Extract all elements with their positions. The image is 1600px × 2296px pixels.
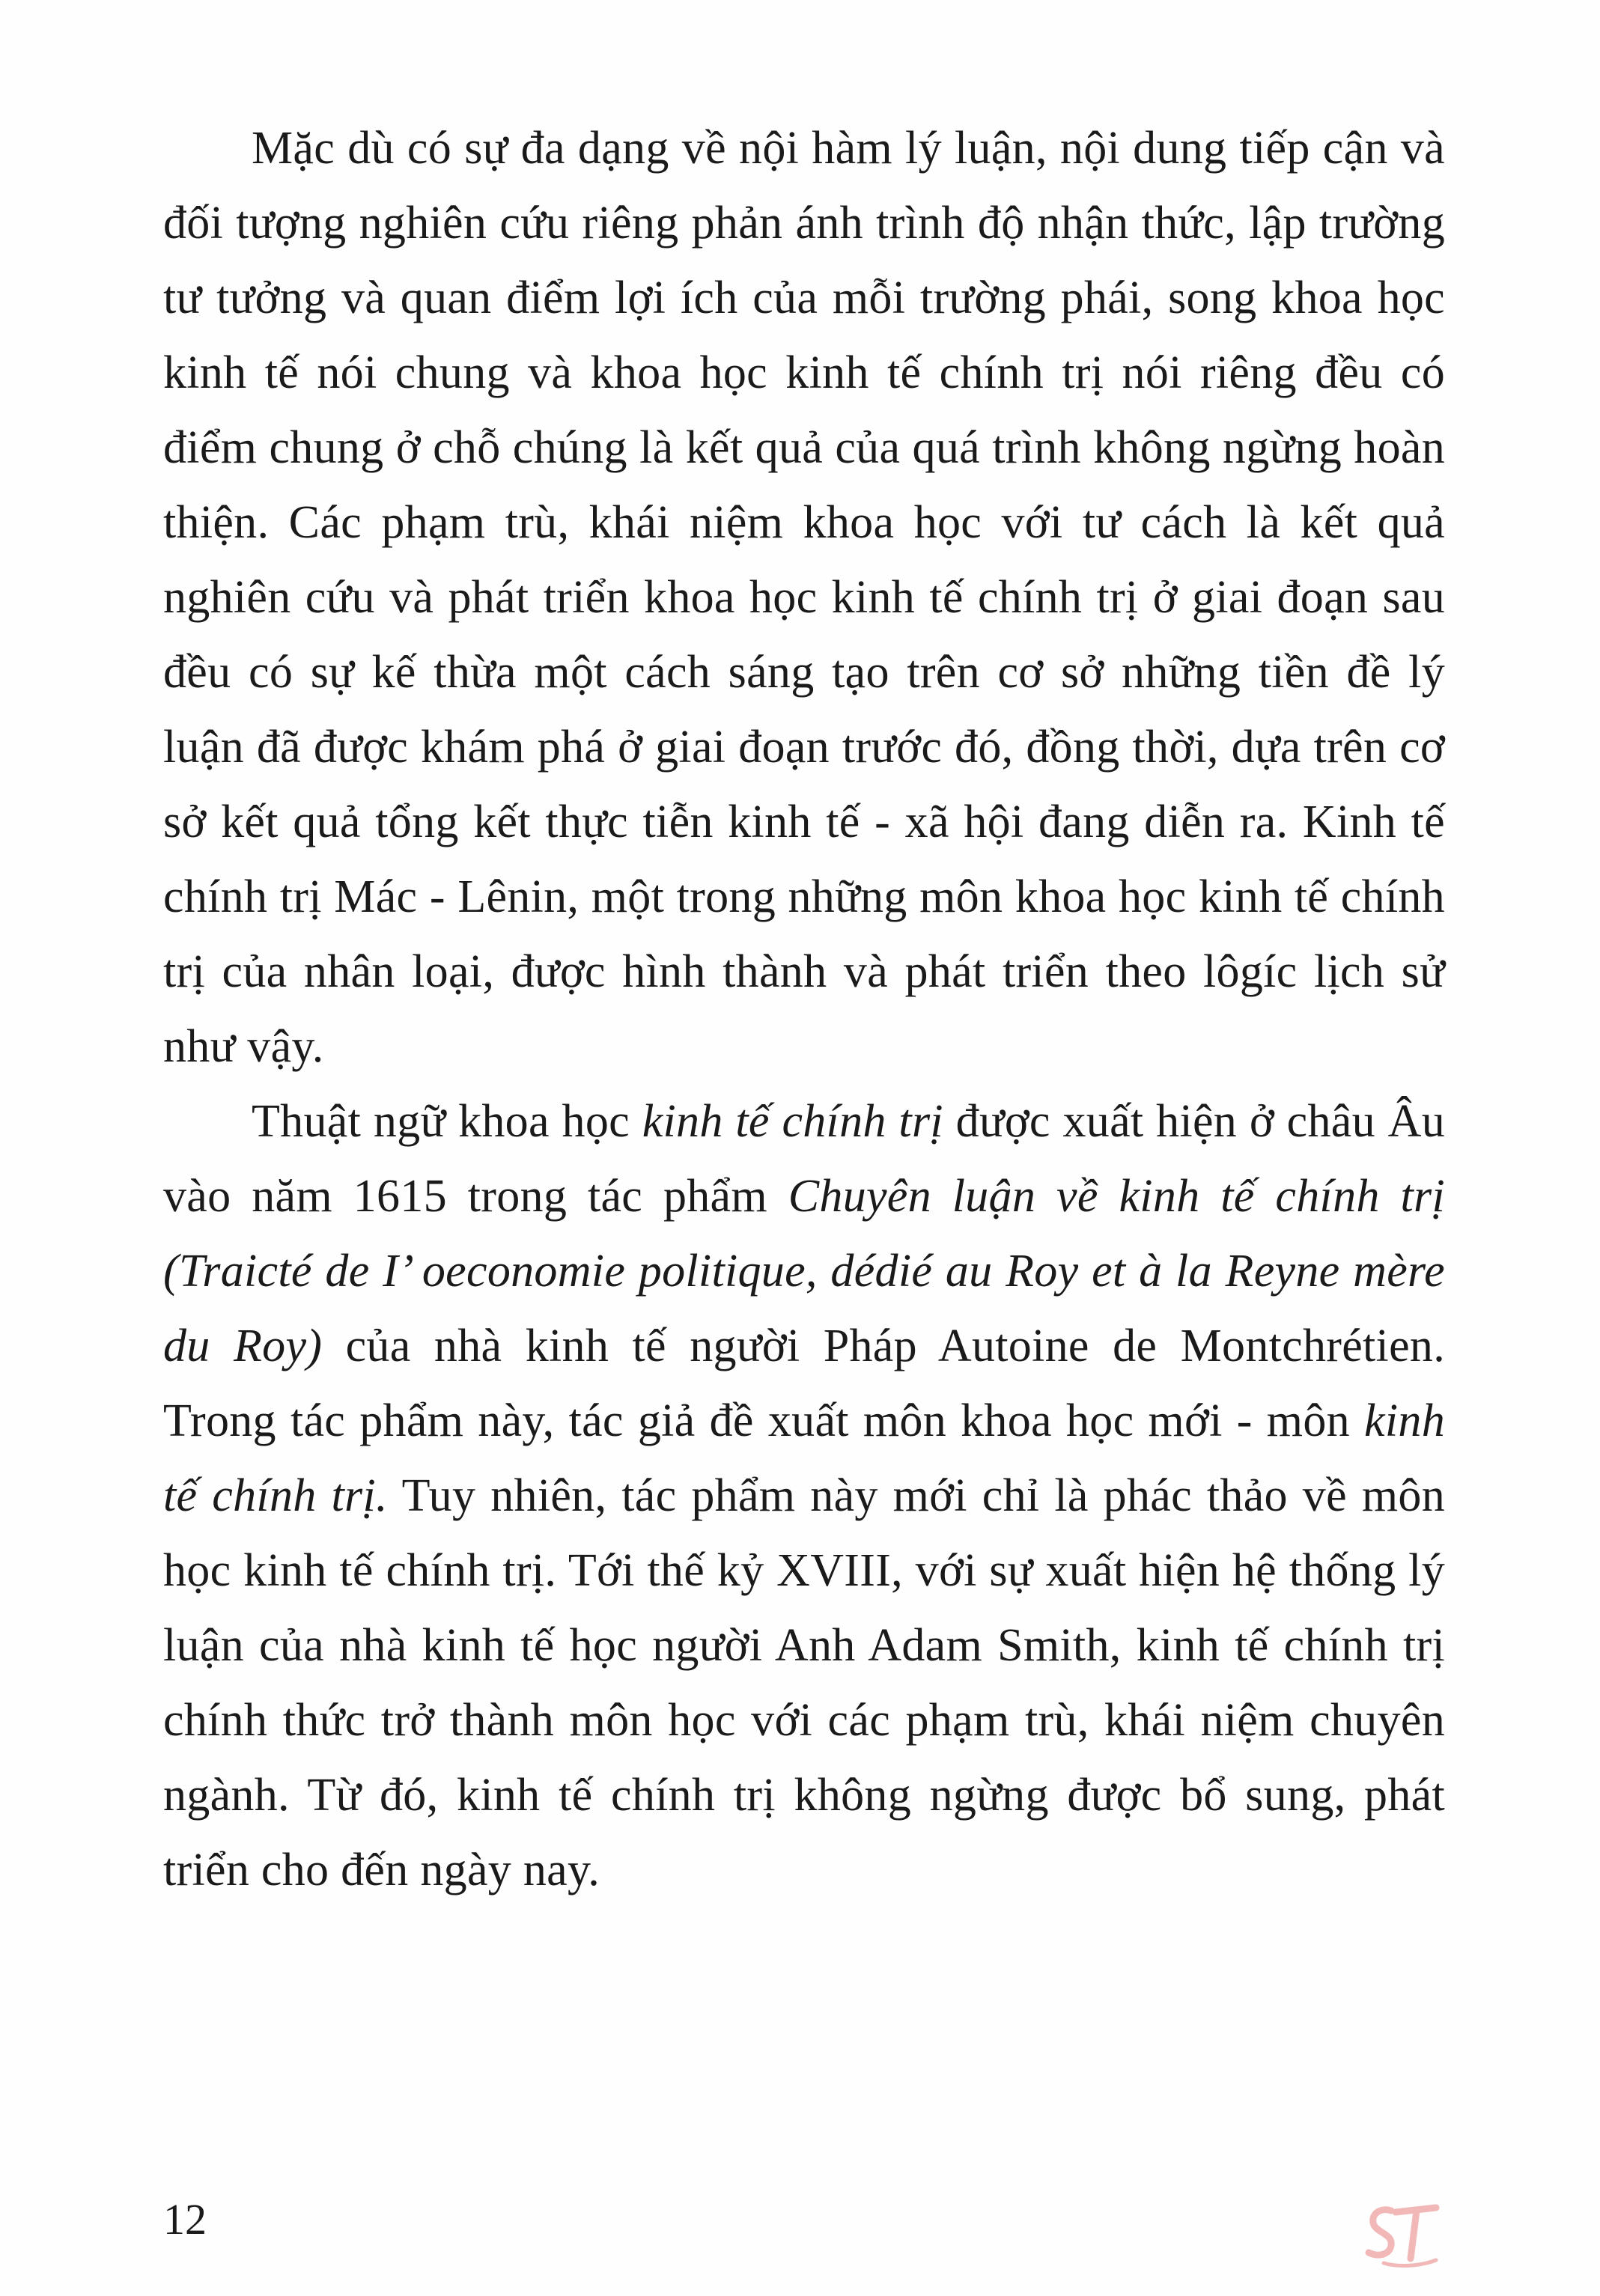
paragraph-1 <box>163 111 1445 1084</box>
paragraph-2-segment-7: Tuy nhiên, tác phẩm này mới chỉ là phác thảo về môn học kinh tế chính trị. Tới thế kỷ XVIII, với sự xuất hiện hệ thống lý luận của nhà kinh tế học người Anh Adam Smith, kinh tế chính trị chính thức trở thành môn học với các phạm trù, khái niệm chuyên ngành. Từ đó, kinh tế chính trị không ngừng được bổ sung, phát triển cho đến ngày nay. <box>163 1470 1446 1895</box>
page-number: 12 <box>163 2195 207 2244</box>
paragraph-2-segment-5: của nhà kinh tế người Pháp Autoine de Montchrétien. Trong tác phẩm này, tác giả đề xuất môn khoa học mới - môn <box>163 1321 1445 1446</box>
paragraph-2-segment-3: được xuất hiện ở châu Âu vào năm 1615 trong tác phẩm <box>163 1096 1445 1222</box>
paragraph-2-italic-term-2: kinh tế chính trị. <box>163 1395 1445 1521</box>
paragraph-1-segment-1: Mặc dù có sự đa dạng về nội hàm lý luận, nội dung tiếp cận và đối tượng nghiên cứu riêng phản ánh trình độ nhận thức, lập trường tư tưởng và quan điểm lợi ích của mỗi trường phái, song khoa học kinh tế nói chung và khoa học kinh tế chính trị nói riêng đều có điểm chung ở chỗ chúng là kết quả của quá trình không ngừng hoàn thiện. Các phạm trù, khái niệm khoa học với tư cách là kết quả nghiên cứu và phát triển khoa học kinh tế chính trị ở giai đoạn sau đều có sự kế thừa một cách sáng tạo trên cơ sở những tiền đề lý luận đã được khám phá ở giai đoạn trước đó, đồng thời, dựa trên cơ sở kết quả tổng kết thực tiễn kinh tế - xã hội đang diễn ra. Kinh tế chính trị Mác - Lênin, một trong những môn khoa học kinh tế chính trị của nhân loại, được hình thành và phát triển theo lôgíc lịch sử như vậy. <box>163 123 1445 1072</box>
body-text <box>163 111 1445 1907</box>
paragraph-2-segment-1: Thuật ngữ khoa học <box>252 1096 642 1147</box>
publisher-logo-icon <box>1361 2197 1444 2272</box>
paragraph-2-italic-book-title: Chuyên luận về kinh tế chính trị (Traicté de I’ oeconomie politique, dédié au Roy et à la Reyne mère du Roy) <box>163 1171 1445 1371</box>
paragraph-2 <box>163 1084 1445 1907</box>
paragraph-2-italic-term-1: kinh tế chính trị <box>642 1096 943 1147</box>
